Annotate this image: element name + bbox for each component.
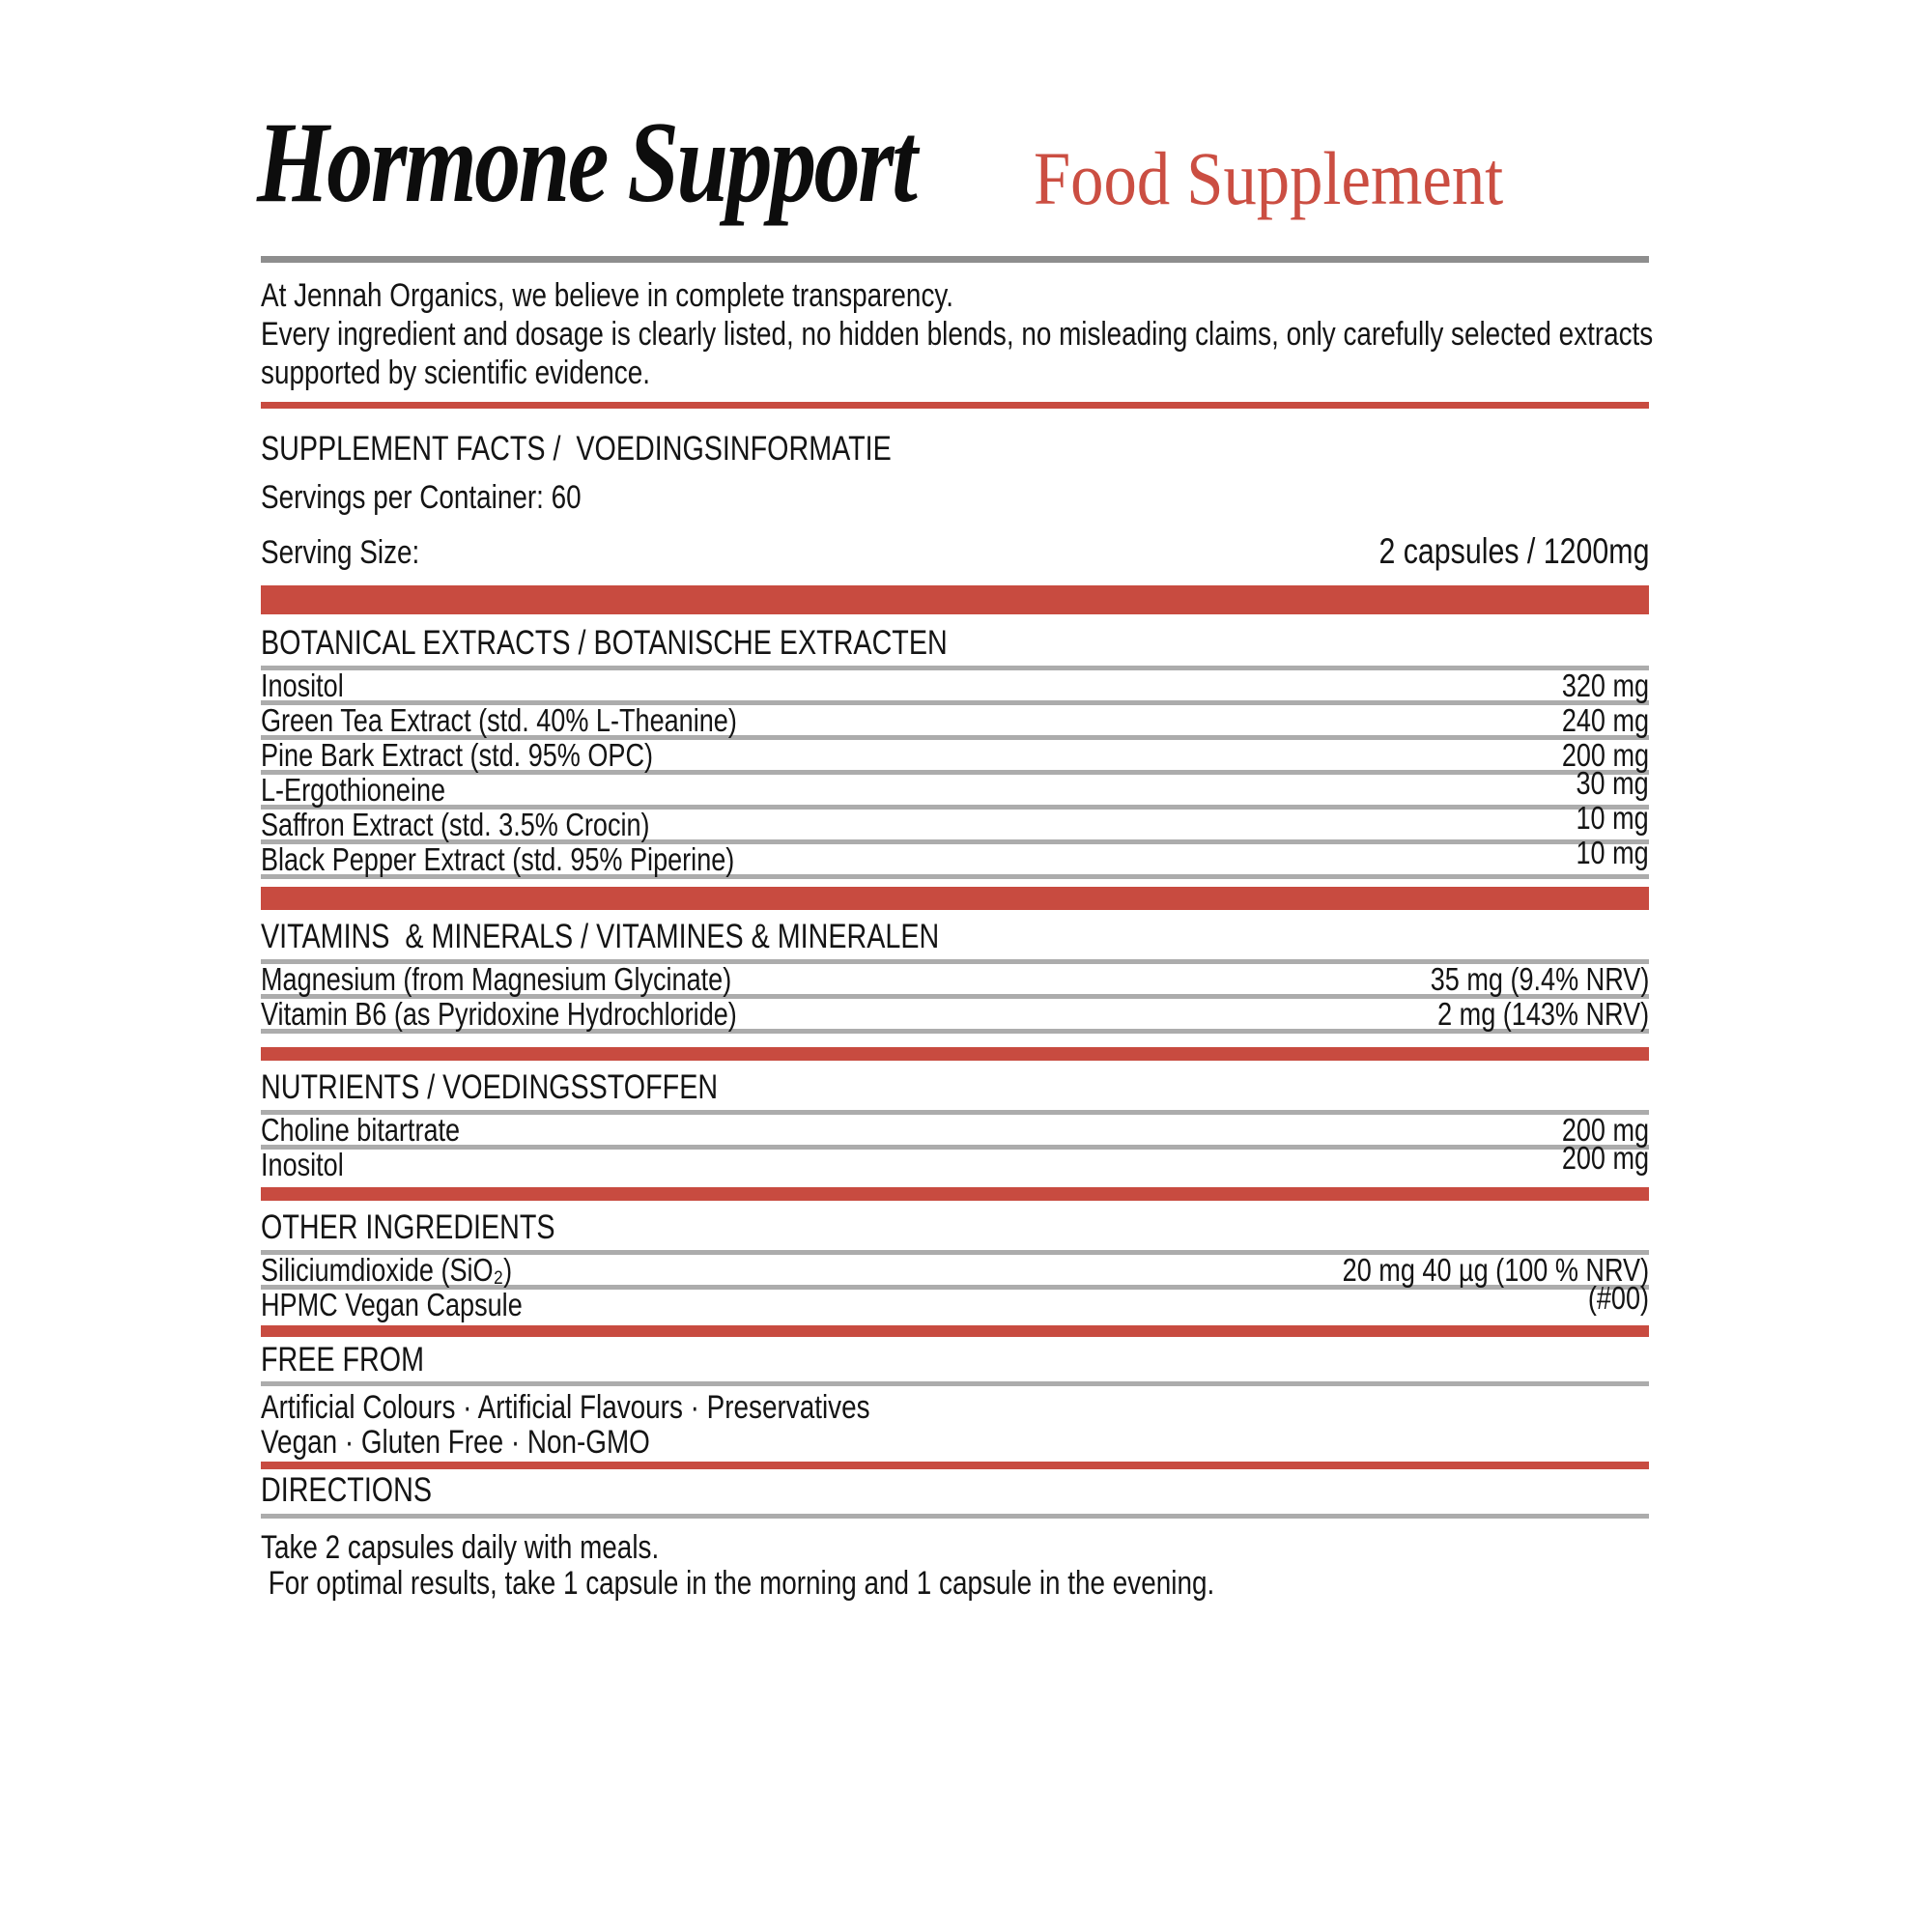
label-body	[261, 0, 1654, 1602]
ingredient-name: Inositol	[261, 667, 344, 703]
ingredient-amount: 10 mg	[1576, 834, 1649, 870]
vitamins-table	[261, 959, 1649, 1034]
servings-per-container: Servings per Container: 60	[261, 479, 582, 516]
serving-size-value: 2 capsules / 1200mg	[1378, 531, 1649, 571]
ingredient-amount: 200 mg	[1561, 1111, 1649, 1148]
section-bar-red	[261, 1047, 1649, 1061]
directions-text	[261, 1530, 1649, 1602]
ingredient-row	[261, 994, 1649, 1032]
section-bar-red	[261, 887, 1649, 910]
free-from-line: Vegan · Gluten Free · Non-GMO	[261, 1424, 650, 1461]
ingredient-row	[261, 666, 1649, 703]
supplement-label	[257, 0, 1654, 1602]
ingredient-name: Magnesium (from Magnesium Glycinate)	[261, 960, 732, 997]
directions-line: Take 2 capsules daily with meals.	[261, 1529, 660, 1566]
ingredient-amount: (#00)	[1587, 1279, 1649, 1316]
ingredient-name: Black Pepper Extract (std. 95% Piperine)	[261, 840, 735, 877]
free-from-heading: FREE FROM	[261, 1341, 425, 1378]
section-heading-nutrients: NUTRIENTS / VOEDINGSSTOFFEN	[261, 1068, 719, 1106]
ingredient-name: Siliciumdioxide (SiO₂)	[261, 1251, 513, 1288]
free-from-line: Artificial Colours · Artificial Flavours · Preservatives	[261, 1389, 870, 1426]
ingredient-name: Inositol	[261, 1146, 344, 1182]
serving-size-label: Serving Size:	[261, 534, 420, 571]
ingredient-amount: 30 mg	[1576, 764, 1649, 801]
ingredient-amount: 240 mg	[1561, 701, 1649, 738]
ingredient-amount: 10 mg	[1576, 799, 1649, 836]
directions-heading: DIRECTIONS	[261, 1471, 433, 1509]
ingredient-row	[261, 834, 1649, 877]
ingredient-row	[261, 764, 1649, 808]
ingredient-name: L-Ergothioneine	[261, 771, 446, 808]
serving-size-row	[261, 532, 1649, 572]
botanical-table	[261, 666, 1649, 879]
divider-red-thin	[261, 402, 1649, 409]
ingredient-amount: 20 mg 40 µg (100 % NRV)	[1342, 1251, 1649, 1288]
product-subtitle: Food Supplement	[1034, 136, 1504, 220]
ingredient-name: Saffron Extract (std. 3.5% Crocin)	[261, 806, 650, 842]
ingredient-name: Green Tea Extract (std. 40% L-Theanine)	[261, 701, 737, 738]
ingredient-name: Vitamin B6 (as Pyridoxine Hydrochloride)	[261, 995, 737, 1032]
ingredient-row	[261, 1139, 1649, 1182]
ingredient-row	[261, 1250, 1649, 1288]
divider-gray	[261, 1514, 1649, 1519]
section-heading-vitamins: VITAMINS & MINERALS / VITAMINES & MINERALEN	[261, 918, 940, 955]
product-title: Hormone Support	[257, 98, 916, 226]
section-bar-red	[261, 1325, 1649, 1337]
directions-line: For optimal results, take 1 capsule in the morning and 1 capsule in the evening.	[261, 1565, 1215, 1602]
ingredient-row	[261, 799, 1649, 842]
ingredient-row	[261, 700, 1649, 738]
section-bar-red	[261, 585, 1649, 614]
ingredient-row	[261, 735, 1649, 773]
supplement-facts-heading: SUPPLEMENT FACTS / VOEDINGSINFORMATIE	[261, 430, 892, 468]
ingredient-name: Choline bitartrate	[261, 1111, 461, 1148]
intro-paragraph	[261, 276, 1654, 392]
ingredient-row	[261, 1110, 1649, 1148]
section-heading-botanical: BOTANICAL EXTRACTS / BOTANISCHE EXTRACTEN	[261, 624, 948, 662]
ingredient-amount: 2 mg (143% NRV)	[1436, 995, 1649, 1032]
ingredient-amount: 320 mg	[1561, 667, 1649, 703]
ingredient-amount: 200 mg	[1561, 736, 1649, 773]
ingredient-row	[261, 959, 1649, 997]
ingredient-name: Pine Bark Extract (std. 95% OPC)	[261, 736, 654, 773]
free-from-list	[261, 1390, 1649, 1460]
divider-gray-thick	[261, 256, 1649, 263]
section-bar-red	[261, 1462, 1649, 1469]
intro-line: Every ingredient and dosage is clearly listed, no hidden blends, no misleading claims, only carefully selected extracts	[261, 316, 1654, 353]
divider-gray	[261, 1381, 1649, 1386]
section-heading-other: OTHER INGREDIENTS	[261, 1208, 555, 1246]
nutrients-table	[261, 1110, 1649, 1182]
intro-line: supported by scientific evidence.	[261, 355, 650, 391]
ingredient-row	[261, 1279, 1649, 1322]
ingredient-amount: 35 mg (9.4% NRV)	[1430, 960, 1649, 997]
other-ingredients-table	[261, 1250, 1649, 1320]
ingredient-amount: 200 mg	[1561, 1139, 1649, 1176]
intro-line: At Jennah Organics, we believe in complete transparency.	[261, 277, 954, 314]
ingredient-name: HPMC Vegan Capsule	[261, 1286, 523, 1322]
section-bar-red	[261, 1187, 1649, 1201]
